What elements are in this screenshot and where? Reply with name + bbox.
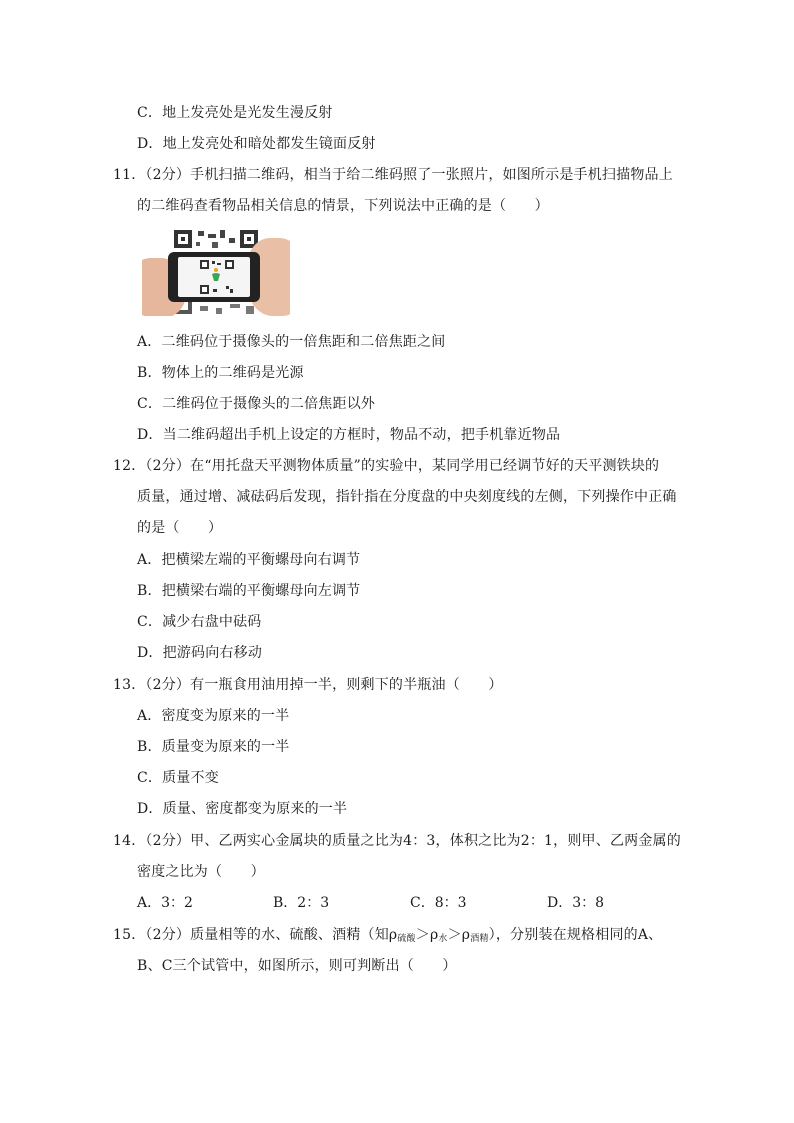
q13-option-a: A．密度变为原来的一半 bbox=[137, 708, 290, 724]
q13-option-c: C．质量不变 bbox=[137, 770, 219, 786]
q14-option-a: A．3：2 bbox=[137, 895, 193, 911]
q10-option-c: C．地上发亮处是光发生漫反射 bbox=[137, 105, 333, 121]
q12-stem-line2: 质量，通过增、减砝码后发现，指针指在分度盘的中央刻度线的左侧，下列操作中正确 bbox=[137, 489, 677, 505]
q12-option-a: A．把横梁左端的平衡螺母向右调节 bbox=[137, 552, 361, 568]
phone bbox=[168, 252, 260, 302]
q15-stem-line2: B、C三个试管中，如图所示，则可判断出（ ） bbox=[137, 958, 457, 974]
q12-option-c: C．减少右盘中砝码 bbox=[137, 614, 262, 630]
q13-stem-line1: 有一瓶食用油用掉一半，则剩下的半瓶油（ ） bbox=[190, 677, 503, 693]
q14-stem-line2: 密度之比为（ ） bbox=[137, 864, 265, 880]
q13-number: 13．（2分） bbox=[113, 677, 191, 693]
q15-sub-water: 水 bbox=[438, 934, 448, 944]
qr-scan-figure bbox=[142, 228, 290, 316]
phone-screen bbox=[178, 257, 250, 297]
q14-option-b: B．2：3 bbox=[273, 895, 330, 911]
q15-stem-pre: 质量相等的水、硫酸、酒精（知ρ bbox=[190, 927, 398, 943]
q13-stem bbox=[113, 676, 503, 694]
app-logo-icon bbox=[211, 268, 221, 282]
q14-options-row bbox=[137, 894, 657, 912]
q12-stem bbox=[113, 457, 659, 475]
q12-option-b: B．把横梁右端的平衡螺母向左调节 bbox=[137, 583, 361, 599]
q13-option-b: B．质量变为原来的一半 bbox=[137, 739, 290, 755]
q11-option-a: A．二维码位于摄像头的一倍焦距和二倍焦距之间 bbox=[137, 334, 446, 350]
q15-sub-sulfuric: 硫酸 bbox=[397, 934, 416, 944]
q12-stem-line3: 的是（ ） bbox=[137, 520, 223, 536]
q11-option-d: D．当二维码超出手机上设定的方框时，物品不动，把手机靠近物品 bbox=[137, 427, 561, 443]
q15-gt2: ＞ρ bbox=[447, 927, 471, 943]
q14-stem-line1: 甲、乙两实心金属块的质量之比为4：3，体积之比为2：1，则甲、乙两金属的 bbox=[190, 833, 681, 849]
q11-option-c: C．二维码位于摄像头的二倍焦距以外 bbox=[137, 396, 376, 412]
q14-stem bbox=[113, 832, 681, 850]
q11-stem-line2: 的二维码查看物品相关信息的情景，下列说法中正确的是（ ） bbox=[137, 198, 549, 214]
q11-stem bbox=[113, 166, 673, 184]
q15-sub-alcohol: 酒精 bbox=[470, 934, 489, 944]
q12-number: 12．（2分） bbox=[113, 458, 191, 474]
q11-stem-line1: 手机扫描二维码，相当于给二维码照了一张照片，如图所示是手机扫描物品上 bbox=[190, 167, 673, 183]
q15-gt1: ＞ρ bbox=[415, 927, 439, 943]
q11-number: 11．（2分） bbox=[113, 167, 191, 183]
q14-option-c: C．8：3 bbox=[410, 895, 467, 911]
q12-stem-line1: 在“用托盘天平测物体质量”的实验中，某同学用已经调节好的天平测铁块的 bbox=[190, 458, 660, 474]
q15-number: 15．（2分） bbox=[113, 927, 191, 943]
q14-number: 14．（2分） bbox=[113, 833, 191, 849]
q12-option-d: D．把游码向右移动 bbox=[137, 645, 263, 661]
q10-option-d: D．地上发亮处和暗处都发生镜面反射 bbox=[137, 136, 376, 152]
q11-option-b: B．物体上的二维码是光源 bbox=[137, 365, 304, 381]
q15-stem-post: ），分别装在规格相同的A、 bbox=[488, 927, 663, 943]
q15-stem bbox=[113, 926, 662, 948]
q14-option-d: D．3：8 bbox=[547, 895, 605, 911]
q13-option-d: D．质量、密度都变为原来的一半 bbox=[137, 801, 348, 817]
